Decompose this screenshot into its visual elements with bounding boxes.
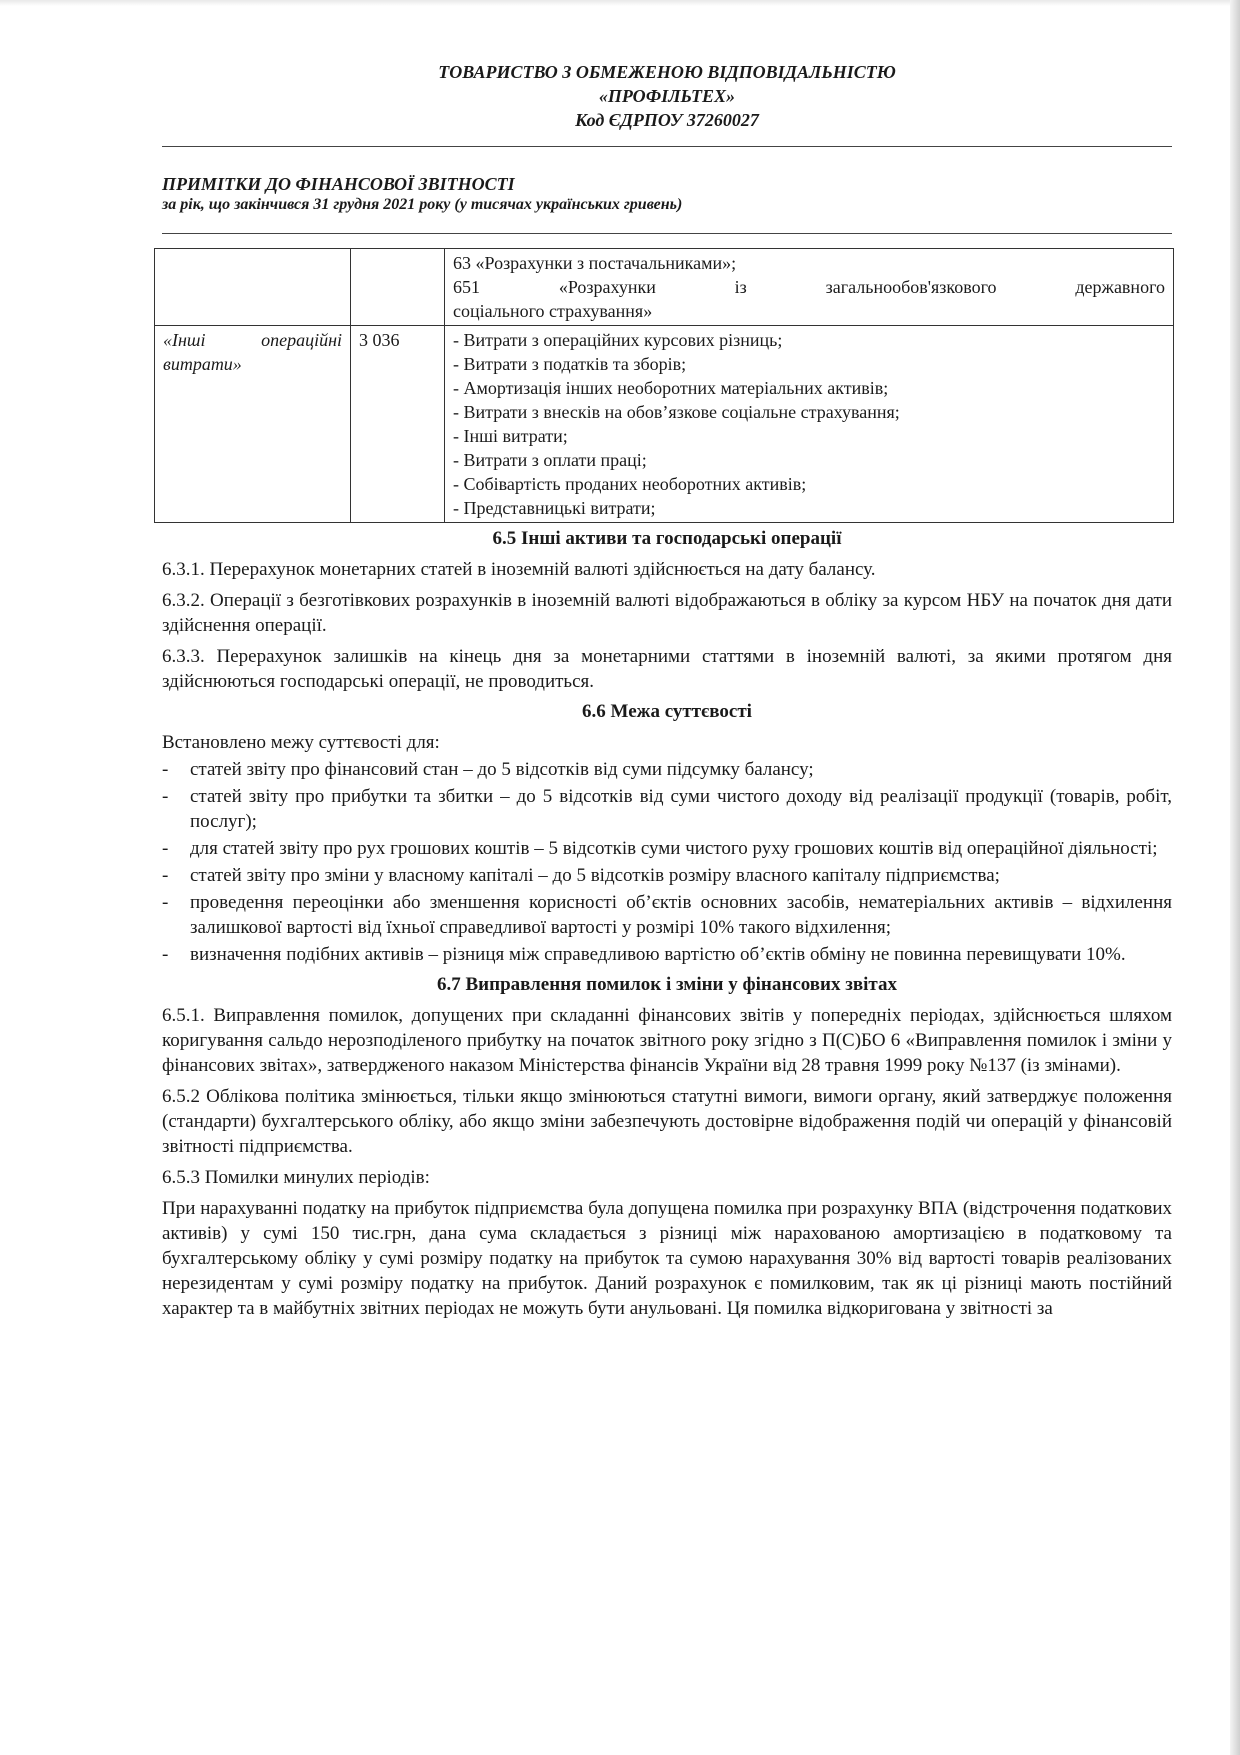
company-name: «ПРОФІЛЬТЕХ»	[598, 86, 736, 106]
company-legal-form: ТОВАРИСТВО З ОБМЕЖЕНОЮ ВІДПОВІДАЛЬНІСТЮ	[438, 62, 896, 82]
table-line: - Витрати з податків та зборів;	[453, 354, 687, 374]
company-code: Код ЄДРПОУ 37260027	[575, 110, 759, 130]
paragraph: При нарахуванні податку на прибуток підприємства була допущена помилка при розрахунку ВПА (відстрочення податкових активів) у сумі 150 тис.грн, дана сума складається з різниці між нарахованою амортизацією в податковому та бухгалтерському обліку у сумі розміру податку на прибуток та сумою нарахування 30% від вартості товарів реалізованих нерезидентам у сумі розміру податку на прибуток. Даний розрахунок є помилковим, так як ці різниці мають постійний характер та в майбутніх звітних періодах не можуть бути анульовані. Ця помилка відкоригована у звітності за	[162, 1198, 1172, 1319]
notes-title: ПРИМІТКИ ДО ФІНАНСОВОЇ ЗВІТНОСТІ	[162, 174, 515, 194]
list-item-text: визначення подібних активів – різниця між справедливою вартістю об’єктів обміну не повинна перевищувати 10%.	[190, 944, 1126, 965]
list-item: - статей звіту про зміни у власному капіталі – до 5 відсотків розміру власного капіталу підприємства;	[162, 865, 1000, 886]
table-line: - Представницькі витрати;	[453, 498, 656, 518]
paragraph: Встановлено межу суттєвості для:	[162, 732, 440, 753]
list-item-text: статей звіту про прибутки та збитки – до 5 відсотків від суми чистого доходу від реалізації продукції (товарів, робіт, послуг);	[190, 786, 1172, 832]
paragraph: 6.5.2 Облікова політика змінюється, тільки якщо змінюються статутні вимоги, вимоги органу, який затверджує положення (стандарти) бухгалтерського обліку, або якщо зміни забезпечують достовірне відображення подій чи операцій у фінансовій звітності підприємства.	[162, 1086, 1172, 1157]
paragraph: 6.3.3. Перерахунок залишків на кінець дня за монетарними статтями в іноземній валюті, за якими протягом дня здійснюються господарські операції, не проводиться.	[162, 646, 1172, 692]
section-heading-6-5: 6.5 Інші активи та господарські операції	[492, 528, 842, 549]
list-item: - статей звіту про фінансовий стан – до 5 відсотків від суми підсумку балансу;	[162, 759, 814, 780]
paragraph: 6.3.2. Операції з безготівкових розрахунків в іноземній валюті відображаються в обліку за курсом НБУ на початок дня дати здійснення операції.	[162, 590, 1172, 636]
table-row	[155, 249, 1174, 326]
table-line: - Інші витрати;	[453, 426, 568, 446]
table-cell-amount	[351, 249, 445, 326]
table-cell-name	[155, 326, 351, 523]
list-item-text: для статей звіту про рух грошових коштів – 5 відсотків суми чистого руху грошових коштів від операційної діяльності;	[190, 838, 1158, 859]
list-item-text: проведення переоцінки або зменшення корисності об’єктів основних засобів, нематеріальних активів – відхилення залишкової вартості від їхньої справедливої вартості у розмірі 10% такого відхилення;	[190, 892, 1172, 938]
table-line: - Собівартість проданих необоротних активів;	[453, 474, 807, 494]
paragraph: 6.3.1. Перерахунок монетарних статей в іноземній валюті здійснюється на дату балансу.	[162, 559, 876, 580]
table-line: 63 «Розрахунки з постачальниками»;	[453, 253, 737, 273]
expenses-table	[154, 248, 1174, 523]
table-line: - Витрати з внесків на обов’язкове соціальне страхування;	[453, 402, 900, 422]
list-item-text: статей звіту про фінансовий стан – до 5 відсотків від суми підсумку балансу;	[190, 759, 814, 780]
table-line: - Амортизація інших необоротних матеріальних активів;	[453, 378, 889, 398]
list-item: - для статей звіту про рух грошових коштів – 5 відсотків суми чистого руху грошових коштів від операційної діяльності;	[162, 838, 1158, 859]
list-item: - проведення переоцінки або зменшення корисності об’єктів основних засобів, нематеріальних активів – відхилення залишкової вартості від їхньої справедливої вартості у розмірі 10% такого відхилення;	[162, 892, 1172, 938]
table-name-line: «Інші операційні	[163, 330, 342, 350]
scan-edge-right	[1230, 0, 1240, 1755]
table-cell-name	[155, 249, 351, 326]
table-cell-amount: 3 036	[351, 326, 445, 523]
scan-edge-top	[0, 0, 1240, 6]
header-divider	[162, 146, 1172, 147]
table-name-line: витрати»	[163, 354, 242, 374]
notes-divider	[162, 233, 1172, 234]
list-item: - статей звіту про прибутки та збитки – до 5 відсотків від суми чистого доходу від реалізації продукції (товарів, робіт, послуг);	[162, 786, 1172, 832]
list-item-text: статей звіту про зміни у власному капіталі – до 5 відсотків розміру власного капіталу підприємства;	[190, 865, 1000, 886]
section-heading-6-6: 6.6 Межа суттєвості	[582, 701, 752, 722]
paragraph: 6.5.1. Виправлення помилок, допущених при складанні фінансових звітів у попередніх періодах, здійснюється шляхом коригування сальдо нерозподіленого прибутку на початок звітного року згідно з П(С)БО 6 «Виправлення помилок і зміни у фінансових звітах», затвердженого наказом Міністерства фінансів України від 28 травня 1999 року №137 (із змінами).	[162, 1005, 1172, 1076]
table-line: 651 «Розрахунки із загальнообов'язкового державного	[453, 277, 1165, 297]
paragraph: 6.5.3 Помилки минулих періодів:	[162, 1167, 430, 1188]
notes-subtitle: за рік, що закінчився 31 грудня 2021 року (у тисячах українських гривень)	[162, 196, 683, 213]
table-line: - Витрати з операційних курсових різниць;	[453, 330, 783, 350]
document-page	[162, 60, 1172, 1327]
table-line: соціального страхування»	[453, 301, 653, 321]
materiality-list	[162, 757, 1172, 967]
table-row	[155, 326, 1174, 523]
company-header	[162, 60, 1172, 132]
list-item: - визначення подібних активів – різниця між справедливою вартістю об’єктів обміну не повинна перевищувати 10%.	[162, 944, 1126, 965]
table-cell-accounts	[445, 249, 1174, 326]
section-heading-6-7: 6.7 Виправлення помилок і зміни у фінансових звітах	[437, 974, 897, 995]
table-cell-items	[445, 326, 1174, 523]
table-line: - Витрати з оплати праці;	[453, 450, 647, 470]
